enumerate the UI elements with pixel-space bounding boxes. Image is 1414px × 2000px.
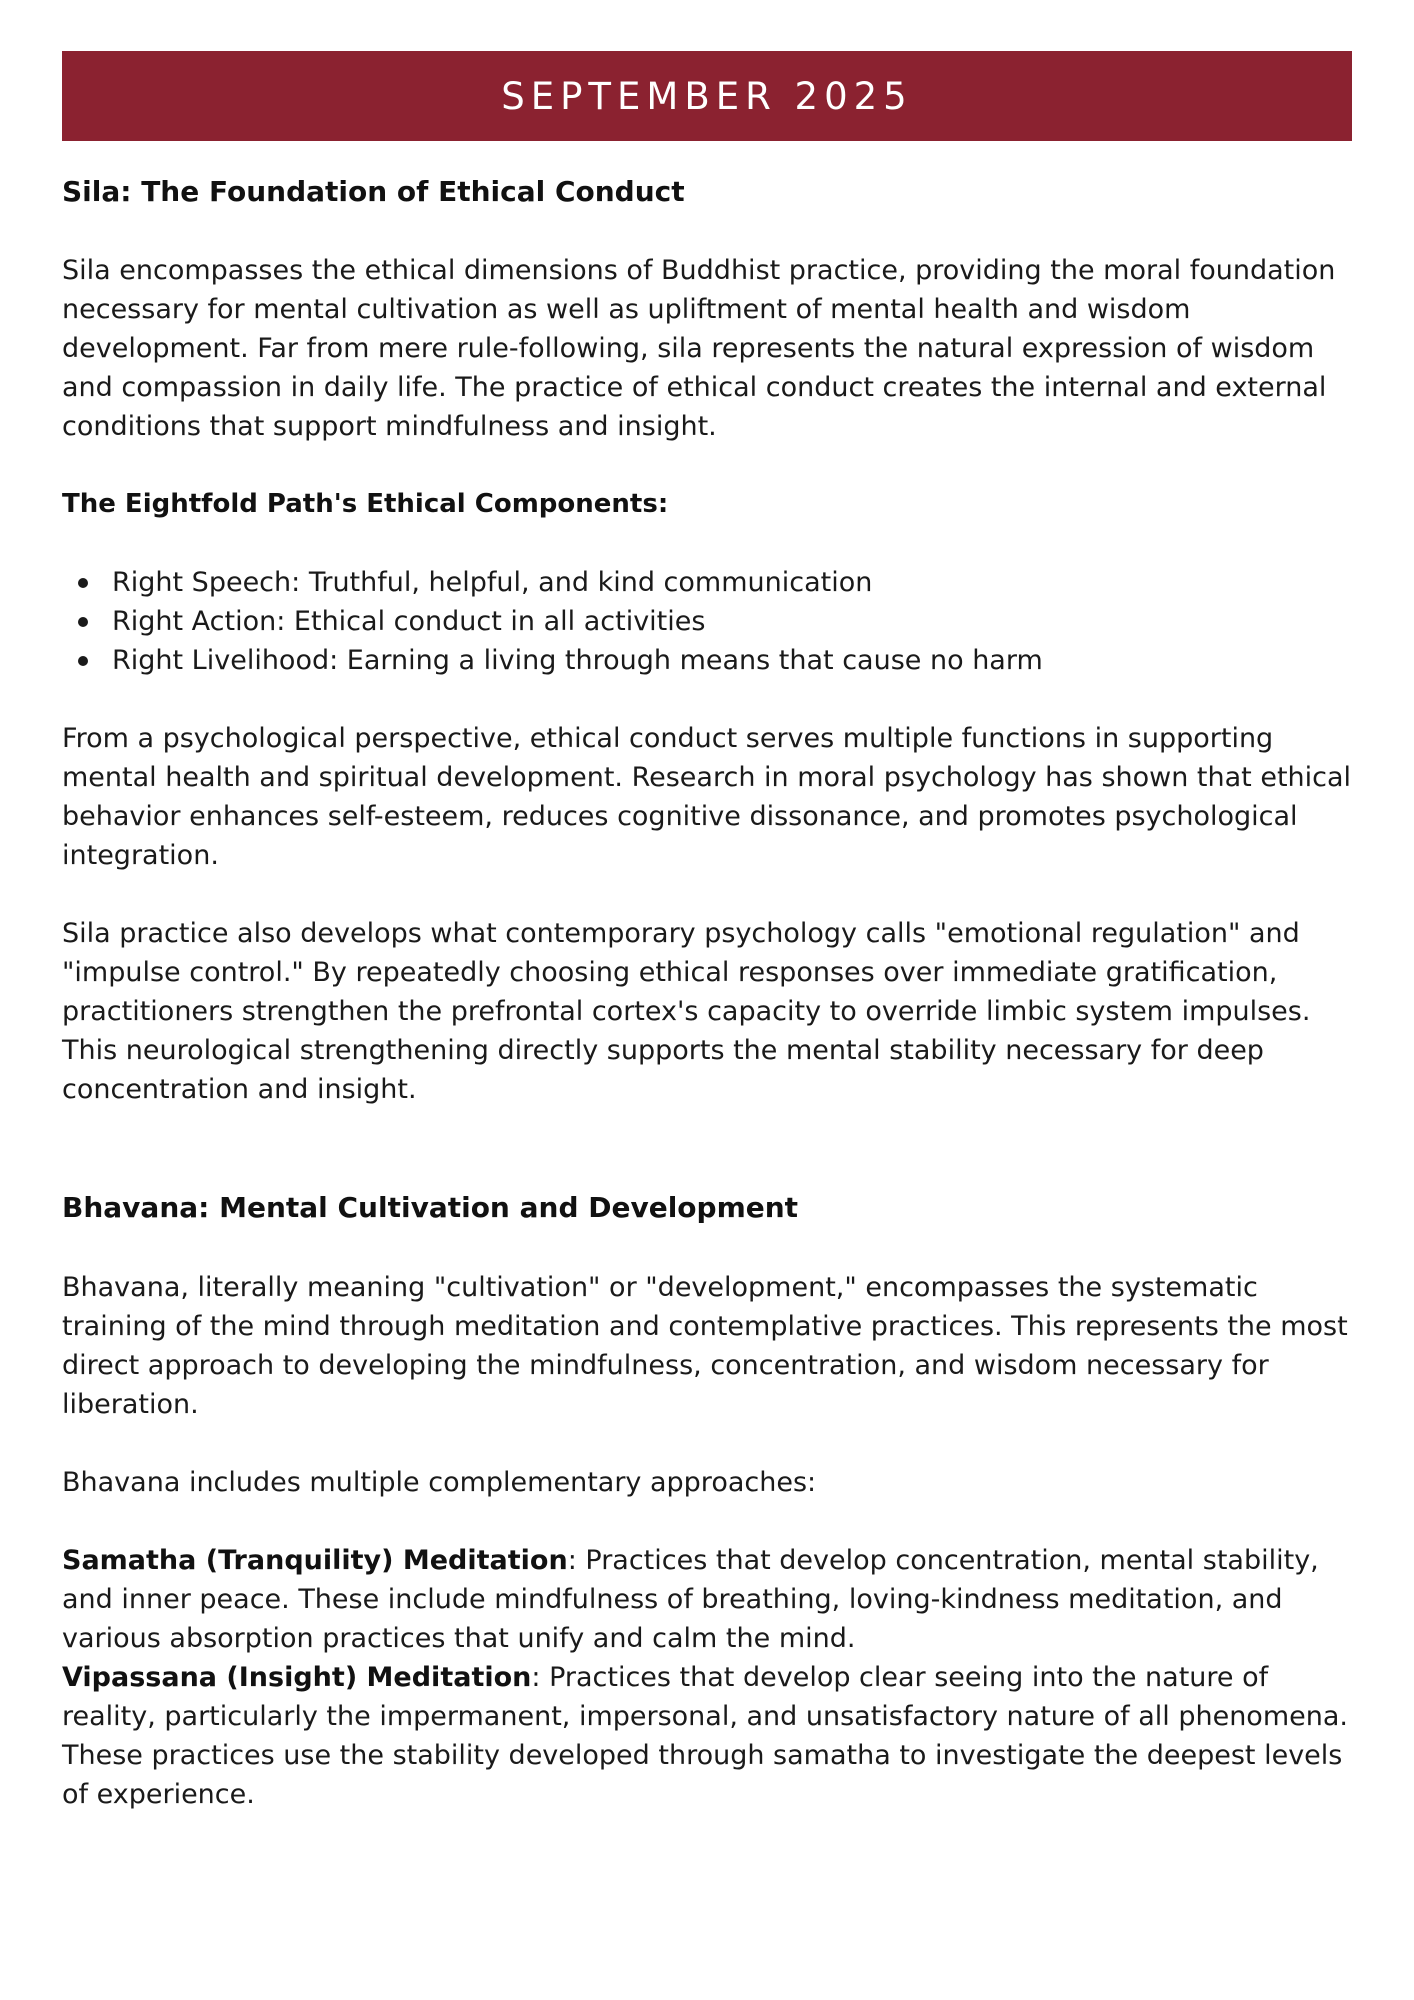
- vipassana-description: : Practices that develop clear seeing into the nature of reality, particularly the impermanent, impersonal, and unsatisfactory nature of all phenomena. These practices use the stability developed through samatha to investigate the deepest levels of experience.: [62, 1662, 1348, 1810]
- psychology-paragraph: From a psychological perspective, ethical conduct serves multiple functions in supporting mental health and spiritual development. Research in moral psychology has shown that ethical behavior enhances self-esteem, reduces cognitive dissonance, and promotes psychological integration.: [62, 723, 1352, 871]
- bhavana-intro-paragraph: Bhavana, literally meaning "cultivation" or "development," encompasses the systematic training of the mind through meditation and contemplative practices. This represents the most direct approach to developing the mindfulness, concentration, and wisdom necessary for liberation.: [62, 1272, 1348, 1420]
- samatha-paragraph: [62, 1541, 1352, 1658]
- samatha-term: Samatha (Tranquility) Meditation: [62, 1545, 568, 1576]
- sila-heading: Sila: The Foundation of Ethical Conduct: [62, 175, 685, 208]
- eightfold-path-subheading: The Eightfold Path's Ethical Components:: [62, 489, 669, 519]
- list-item: Right Action: Ethical conduct in all activities: [112, 602, 1352, 641]
- vipassana-paragraph: [62, 1658, 1352, 1814]
- bhavana-heading: Bhavana: Mental Cultivation and Development: [62, 1191, 799, 1224]
- vipassana-term: Vipassana (Insight) Meditation: [62, 1662, 532, 1693]
- list-item: Right Livelihood: Earning a living through means that cause no harm: [112, 641, 1352, 680]
- bhavana-lead-paragraph: Bhavana includes multiple complementary approaches:: [62, 1467, 817, 1498]
- sila-intro-paragraph: Sila encompasses the ethical dimensions of Buddhist practice, providing the moral foundation necessary for mental cultivation as well as upliftment of mental health and wisdom development. Far from mere rule-following, sila represents the natural expression of wisdom and compassion in daily life. The practice of ethical conduct creates the internal and external conditions that support mindfulness and insight.: [62, 255, 1336, 442]
- banner-title: SEPTEMBER 2025: [501, 74, 913, 118]
- samatha-description: : Practices that develop concentration, mental stability, and inner peace. These include mindfulness of breathing, loving-kindness meditation, and various absorption practices that unify and calm the mind.: [62, 1545, 1319, 1654]
- month-banner: [62, 51, 1352, 141]
- article-body: [62, 172, 1352, 1814]
- emotional-regulation-paragraph: Sila practice also develops what contemporary psychology calls "emotional regulation" and "impulse control." By repeatedly choosing ethical responses over immediate gratification, practitioners strengthen the prefrontal cortex's capacity to override limbic system impulses. This neurological strengthening directly supports the mental stability necessary for deep concentration and insight.: [62, 918, 1311, 1105]
- list-item: Right Speech: Truthful, helpful, and kind communication: [112, 563, 1352, 602]
- ethical-components-list: [62, 563, 1352, 680]
